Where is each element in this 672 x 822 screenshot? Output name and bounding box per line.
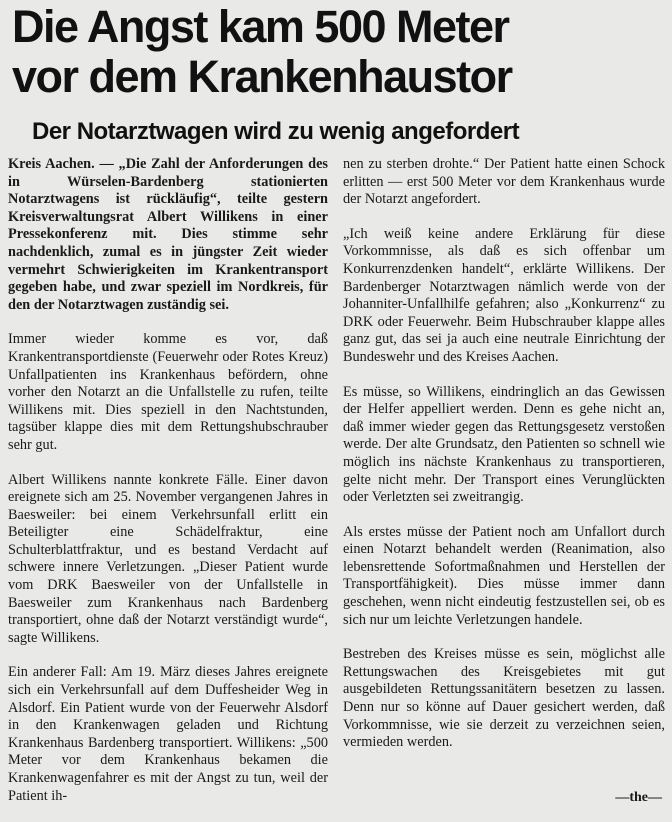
- body-paragraph: Es müsse, so Willikens, eindringlich an das Gewissen der Helfer appelliert werden. Denn es gehe nicht an, daß immer wieder gegen das Rettungsgesetz verstoßen werde. Der alte Grundsatz, den Patienten so schnell wie möglich ins nächste Krankenhaus zu transportieren, gelte nicht mehr. Der Transport eines Verunglückten oder Verletzten sei zweitrangig.: [343, 383, 665, 506]
- headline-line-1: Die Angst kam 500 Meter: [12, 1, 509, 52]
- headline-line-2: vor dem Krankenhaustor: [12, 51, 512, 102]
- article-column-left: [8, 156, 328, 822]
- headline: [12, 2, 662, 102]
- body-paragraph: Als erstes müsse der Patient noch am Unfallort durch einen Notarzt behandelt werden (Reanimation, also lebensrettende Sofortmaßnahmen und Herstellen der Transportfähigkeit). Dies müsse immer dann geschehen, wenn nicht eindeutig festzustellen sei, ob es sich nur um leichte Verletzungen handele.: [343, 523, 665, 628]
- article-column-right: [343, 156, 665, 769]
- subheadline: Der Notarztwagen wird zu wenig angefordert: [32, 118, 520, 145]
- body-paragraph: nen zu sterben drohte.“ Der Patient hatte einen Schock erlitten — erst 500 Meter vor dem Krankenhaus wurde der Notarzt angefordert.: [343, 156, 665, 208]
- body-paragraph: Bestreben des Kreises müsse es sein, möglichst alle Rettungswachen des Kreisgebietes mit gut ausgebildeten Rettungssanitätern besetzen zu lassen. Denn nur so könne auf Dauer gesichert werden, daß Vorkommnisse, wie sie derzeit zu verzeichnen seien, vermieden werden.: [343, 646, 665, 751]
- author-signature: —the—: [615, 790, 662, 805]
- body-paragraph: Ein anderer Fall: Am 19. März dieses Jahres ereignete sich ein Verkehrsunfall auf dem Duffesheider Weg in Alsdorf. Ein Patient wurde von der Feuerwehr Alsdorf in den Krankenwagen geladen und Richtung Krankenhaus Bardenberg transportiert. Willikens: „500 Meter vor dem Krankenhaus bekamen die Krankenwagenfahrer es mit der Angst zu tun, weil der Patient ih-: [8, 664, 328, 804]
- body-paragraph: „Ich weiß keine andere Erklärung für diese Vorkommnisse, als daß es sich offenbar um Konkurrenzdenken handelt“, erklärte Willikens. Der Bardenberger Notarztwagen nämlich werde von der Johanniter-Unfallhilfe gefahren; also „Konkurrenz“ zu DRK oder Feuerwehr. Beim Hubschrauber klappe alles ganz gut, das sei ja auch eine neutrale Einrichtung der Bundeswehr und des Kreises Aachen.: [343, 225, 665, 365]
- body-paragraph: Immer wieder komme es vor, daß Krankentransportdienste (Feuerwehr oder Rotes Kreuz) Unfallpatienten ins Krankenhaus befördern, ohne vorher den Notarzt an die Unfallstelle zu rufen, teilte Willikens mit. Dies speziell in den Nachtstunden, tagsüber klappe dies mit dem Rettungshubschrauber sehr gut.: [8, 331, 328, 453]
- lead-paragraph: Kreis Aachen. — „Die Zahl der Anforderungen des in Würselen-Bardenberg stationierten Notarztwagens ist rückläufig“, teilte gestern Kreisverwaltungsrat Albert Willikens in einer Pressekonferenz mit. Dies stimme sehr nachdenklich, zumal es in jüngster Zeit wieder vermehrt Schwierigkeiten im Krankentransport gegeben habe, und zwar speziell im Nordkreis, für den der Notarztwagen zuständig sei.: [8, 156, 328, 313]
- body-paragraph: Albert Willikens nannte konkrete Fälle. Einer davon ereignete sich am 25. November vergangenen Jahres in Baesweiler: bei einem Verkehrsunfall erlitt ein Beteiligter eine Schädelfraktur, eine Schulterblattfraktur, und es bestand Verdacht auf schwere innere Verletzungen. „Dieser Patient wurde vom DRK Baesweiler von der Unfallstelle in Baesweiler zum Krankenhaus nach Bardenberg transportiert, ohne daß der Notarzt verständigt wurde“, sagte Willikens.: [8, 471, 328, 646]
